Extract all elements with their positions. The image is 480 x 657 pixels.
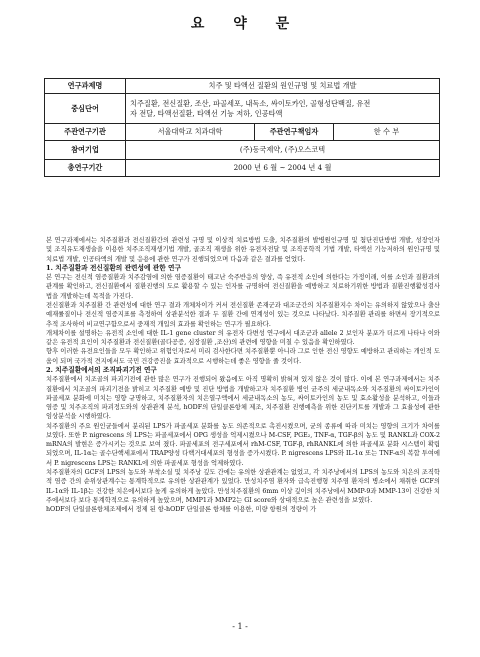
keyword-line-2: 자 전달, 타액선질환, 타액선 기능 저하, 인공타액 — [130, 108, 283, 118]
body-paragraph: 향후 이러한 유전요인들을 모두 확인하고 위험인자로서 미리 검사한다면 치주질환뿐 아니라 그로 인한 전신 영향도 예방하고 관리하는 개인적 도움이 되며 국가적 견지에서도 국민 건강증진을 효과적으로 시행하는데 좋은 영향을 줄 것이다. — [46, 348, 440, 365]
period-value: 2000 년 6 월 ~ 2004 년 4 월 — [126, 160, 440, 177]
keyword-value — [126, 94, 440, 124]
section-heading: 1. 치주질환과 전신질환의 관련성에 관한 연구 — [46, 263, 181, 272]
lead-value: 한 수 부 — [334, 124, 440, 141]
org-value: 서울대학교 치과대학 — [126, 124, 255, 141]
body-paragraph: hODF의 단일클론항체조제에서 정제 된 항-hODF 단일클론 항체를 이용한, 미량 항원의 정량이 가 — [46, 506, 317, 514]
section-heading: 2. 치주질환에서의 조직파괴기전 연구 — [46, 365, 157, 374]
project-value: 치주 및 타액선 질환의 원인규명 및 치료법 개발 — [126, 79, 440, 94]
keyword-label: 중심단어 — [45, 94, 126, 124]
partner-value: (주)동국제약, (주)오스코텍 — [126, 141, 440, 160]
partner-label: 참여기업 — [45, 141, 126, 160]
page-number: - 1 - — [232, 622, 248, 631]
body-paragraph: 치주질환의 주요 원인균들에서 분리된 LPS가 파골세포 분화를 농도 의존적으로 촉진시켰으며, 균의 종류에 따라 미치는 영향의 크기가 차이를 보였다. 또한 P. nigrescens 의 LPS는 파골세포에서 OPG 생성을 억제시켰으나 M-CSF, PGE₂, TNF-α, TGF-β의 농도 및 RANKL과 COX-2 mRNA의 발현은 증가시키는 것으로 보여 졌다. 파골세포의 전구세포에서 rhM-CSF, TGF-β, rhRANKL에 의한 파골세포 분화 시스템이 확립되었으며, IL-1α는 골수단핵세포에서 TRAP양성 다핵거대세포의 형성을 증가시켰다. P. nigrescens LPS와 IL-1α 또는 TNF-α의 복합 투여에서 P. nigrescens LPS는 RANKL에 의한 파골세포 형성을 억제하였다. — [46, 422, 440, 467]
body-paragraph: 본 연구과제에서는 치주질환과 전신질환간의 관련성 규명 및 이상적 치료방법 도출, 치주질환의 발병원인규명 및 첨단진단방법 개발, 성장인자 및 조직유도재생술을 이용한 치주조직재생기법 개발, 골조직 재생을 위한 유전자전달 및 조직공학적 기법 개발, 타액선 기능저하의 원인규명 및 치료법 개발, 인공타액의 개발 및 응용에 관한 연구가 진행되었으며 다음과 같은 결과를 얻었다. — [46, 237, 440, 263]
period-label: 총연구기간 — [45, 160, 126, 177]
body-paragraph: 치주질환자의 GCF의 LPS의 농도와 부착소실 및 치주낭 깊도 간에는 유의한 상관관계는 없었고, 각 치주낭에서의 LPS의 농도와 치은의 조직학적 염증 간의 순위상관계수는 통계학적으로 유의한 상관관계가 있었다. 만성치주염 환자와 급속진행형 치주염 환자의 병소에서 채취한 GCF의 IL-1α와 IL-1β는 건강한 치은에서보다 높게 유의하게 높았다. 만성치주질환의 6mm 이상 깊이의 치주낭에서 MMP-9과 MMP-13이 건강한 치주에서보다 보다 통계학적으로 유의하게 높았으며, MMP1과 MMP2는 GI score와 상대적으로 높은 관련성을 보였다. — [46, 469, 440, 504]
body-paragraph: 치주질환에서 치조골의 파괴기전에 관한 많은 연구가 진행되어 왔음에도 아직 명확히 밝혀져 있지 않은 것이 많다. 이에 본 연구과제에서는 치주질환에서 치조골의 파괴기전을 밝히고 치주질환 예방 및 진단 방법을 개발하고자 치주질환 병인 균주의 세균내독소와 치주질환의 싸이토카인이 파골세포 분화에 미치는 영향 규명하고, 치주질환자의 치은열구액에서 세균내독소의 농도, 싸이토카인의 농도 및 효소활성을 분석하고, 이들과 염증 및 치주조직의 파괴정도와의 상관관계 분석, hODF의 단일클론항체 제조, 치주질환 진행예측을 위한 진단키트를 개발과 그 효율성에 관한 임상분석을 시행하였다. — [46, 376, 440, 421]
page-title: 요 약 문 — [190, 16, 302, 32]
body-paragraph: 전신질환과 치주질환 간 관련성에 대한 연구 결과 개체차이가 커서 전신질환 존재군과 대조군간의 치주질환지수 차이는 유의하지 않았으나 출산 예재률질이나 전신적 염증지표를 측정하여 상관분석한 결과 두 질환 간에 연계성이 있는 것으로 나타났다. 치주질환 관리를 하면서 장기적으로 추적 조사하여 비교연구함으로서 중재적 개입의 효과를 확인하는 연구가 필요하다. — [46, 301, 440, 328]
body-paragraph: 본 연구는 전신적 염증질환과 치주감염에 의한 염증질환이 태고난 숙주반응의 양상, 즉 유전적 소인에 의한다는 가정이래, 이를 소인과 질환과의 관계를 확인하고, 전신질환에서 질환진행의 도로 활용할 수 있는 인자를 규명하여 전신질환을 예방하고 치료하기위한 방법과 질환진행활성검사법을 개발하는데 목적을 가진다. — [46, 274, 440, 300]
summary-body — [46, 236, 440, 514]
summary-info-table — [44, 78, 440, 177]
org-label: 주관연구기관 — [45, 124, 126, 141]
project-label: 연구과제명 — [45, 79, 126, 94]
lead-label: 주관연구책임자 — [255, 124, 334, 141]
keyword-line-1: 치주질환, 전신질환, 조산, 파골세포, 내독소, 싸이토카인, 골형성단백질, 유전 — [130, 98, 371, 108]
body-paragraph: 개체차이를 설명하는 유전적 소인에 대한 IL-1 gene cluster 의 유전자 다변성 연구에서 대조군과 allele 2 보인자 분포가 더르게 나타나 이와같은 유전적 요인이 치주질환과 전신질환(골다공증, 심장질환 ,조산)의 관련에 영향을 미칠 수 있음을 확인하였다. — [46, 329, 440, 347]
